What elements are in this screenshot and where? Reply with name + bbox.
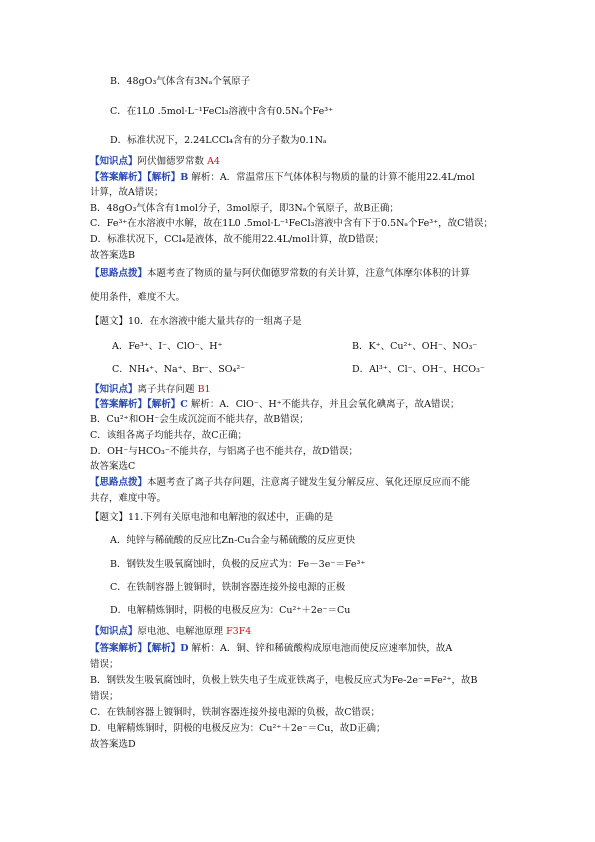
answer-text: 解析：A．铜、锌和稀硫酸构成原电池而使反应速率加快，故A — [191, 643, 453, 654]
knowledge-point-text: 原电池、电解池原理 — [137, 626, 224, 637]
q11-answer-line-7: 故答案选D — [90, 739, 136, 750]
q10-stem: 【题文】10．在水溶液中能大量共存的一组离子是 — [90, 316, 302, 327]
q9-answer-line-2: 计算，故A错误； — [90, 187, 164, 198]
knowledge-point-label: 【知识点】 — [90, 384, 138, 395]
q10-option-b: B．K⁺、Cu²⁺、OH⁻、NO₃⁻ — [352, 341, 478, 352]
q10-option-c: C．NH₄⁺、Na⁺、Br⁻、SO₄²⁻ — [112, 364, 246, 375]
knowledge-point-code: B1 — [197, 384, 211, 395]
q9-answer-line-1 — [90, 172, 475, 184]
q10-hint-line-1 — [90, 477, 470, 489]
q10-answer-line-2: B．Cu²⁺和OH⁻会生成沉淀而不能共存，故B错误； — [90, 414, 309, 425]
knowledge-point-code: A4 — [207, 156, 220, 167]
q11-answer-line-2: 错误； — [90, 659, 119, 670]
q11-answer-line-3: B．钢铁发生吸氧腐蚀时，负极上铁失电子生成亚铁离子，电极反应式为Fe-2e⁻=Fe²⁺，故B — [90, 675, 478, 686]
q10-hint-line-2: 共存，难度中等。 — [90, 493, 167, 504]
answer-label: 【答案解析】【解析】D — [90, 643, 189, 654]
q9-hint-line-1 — [90, 268, 470, 280]
answer-label: 【答案解析】【解析】C — [90, 399, 188, 410]
q10-option-d: D．Al³⁺、Cl⁻、OH⁻、HCO₃⁻ — [352, 364, 485, 375]
knowledge-point-text: 离子共存问题 — [137, 384, 195, 395]
q11-option-d: D．电解精炼铜时，阴极的电极反应为：Cu²⁺＋2e⁻＝Cu — [110, 605, 351, 616]
q9-option-b: B．48gO₃气体含有3Nₐ个氧原子 — [110, 76, 251, 87]
q11-answer-line-5: C．在铁制容器上镀铜时，铁制容器连接外接电源的负极，故C错误； — [90, 707, 381, 718]
q9-answer-line-5: D．标准状况下，CCl₄是液体，故不能用22.4L/mol计算，故D错误； — [90, 234, 385, 245]
knowledge-point-label: 【知识点】 — [90, 156, 138, 167]
q9-answer-line-3: B．48gO₃气体含有1mol分子，3mol原子，即3Nₐ个氧原子，故B正确； — [90, 203, 399, 214]
hint-text: 本题考查了物质的量与阿伏伽德罗常数的有关计算，注意气体摩尔体积的计算 — [147, 268, 471, 279]
q9-answer-line-4: C．Fe³⁺在水溶液中水解，故在1L0 .5mol·L⁻¹FeCl₃溶液中含有下于0.5Nₐ个Fe³⁺，故C错误； — [90, 218, 493, 229]
q11-option-b: B．钢铁发生吸氧腐蚀时，负极的反应式为：Fe－3e⁻＝Fe³⁺ — [110, 559, 366, 570]
q10-option-a: A．Fe³⁺、I⁻、ClO⁻、H⁺ — [112, 341, 223, 352]
knowledge-point-code: F3F4 — [226, 626, 252, 637]
hint-text: 本题考查了离子共存问题，注意离子键发生复分解反应、氧化还原反应而不能 — [147, 477, 471, 488]
q11-answer-line-4: 错误； — [90, 691, 119, 702]
hint-label: 【思路点拨】 — [90, 477, 148, 488]
q11-knowledge-point — [90, 626, 251, 638]
answer-text: 解析：A．ClO⁻、H⁺不能共存，并且会氧化碘离子，故A错误； — [190, 399, 460, 410]
q11-answer-line-1 — [90, 643, 452, 655]
q9-hint-line-2: 使用条件，难度不大。 — [90, 292, 186, 303]
answer-text: 解析：A．常温常压下气体体积与物质的量的计算不能用22.4L/mol — [191, 172, 475, 183]
knowledge-point-label: 【知识点】 — [90, 626, 138, 637]
hint-label: 【思路点拨】 — [90, 268, 148, 279]
q11-answer-line-6: D．电解精炼铜时，阴极的电极反应为：Cu²⁺＋2e⁻＝Cu，故D正确； — [90, 723, 386, 734]
q9-knowledge-point — [90, 156, 220, 168]
knowledge-point-text: 阿伏伽德罗常数 — [137, 156, 205, 167]
q11-stem: 【题文】11.下列有关原电池和电解池的叙述中，正确的是 — [90, 512, 334, 523]
q9-option-c: C．在1L0 .5mol·L⁻¹FeCl₃溶液中含有0.5Nₐ个Fe³⁺ — [110, 106, 334, 117]
q9-answer-line-6: 故答案选B — [90, 250, 135, 261]
q11-option-c: C．在铁制容器上镀铜时，铁制容器连接外接电源的正极 — [110, 582, 346, 593]
q10-answer-line-5: 故答案选C — [90, 461, 136, 472]
q9-option-d: D．标准状况下，2.24LCCl₄含有的分子数为0.1Nₐ — [110, 135, 327, 146]
q10-answer-line-1 — [90, 399, 459, 411]
q11-option-a: A．纯锌与稀硫酸的反应比Zn-Cu合金与稀硫酸的反应更快 — [110, 535, 356, 546]
answer-label: 【答案解析】【解析】B — [90, 172, 189, 183]
q10-answer-line-4: D．OH⁻与HCO₃⁻不能共存，与铝离子也不能共存，故D错误； — [90, 446, 358, 457]
q10-answer-line-3: C．该组各离子均能共存，故C正确； — [90, 430, 248, 441]
q10-knowledge-point — [90, 384, 211, 396]
